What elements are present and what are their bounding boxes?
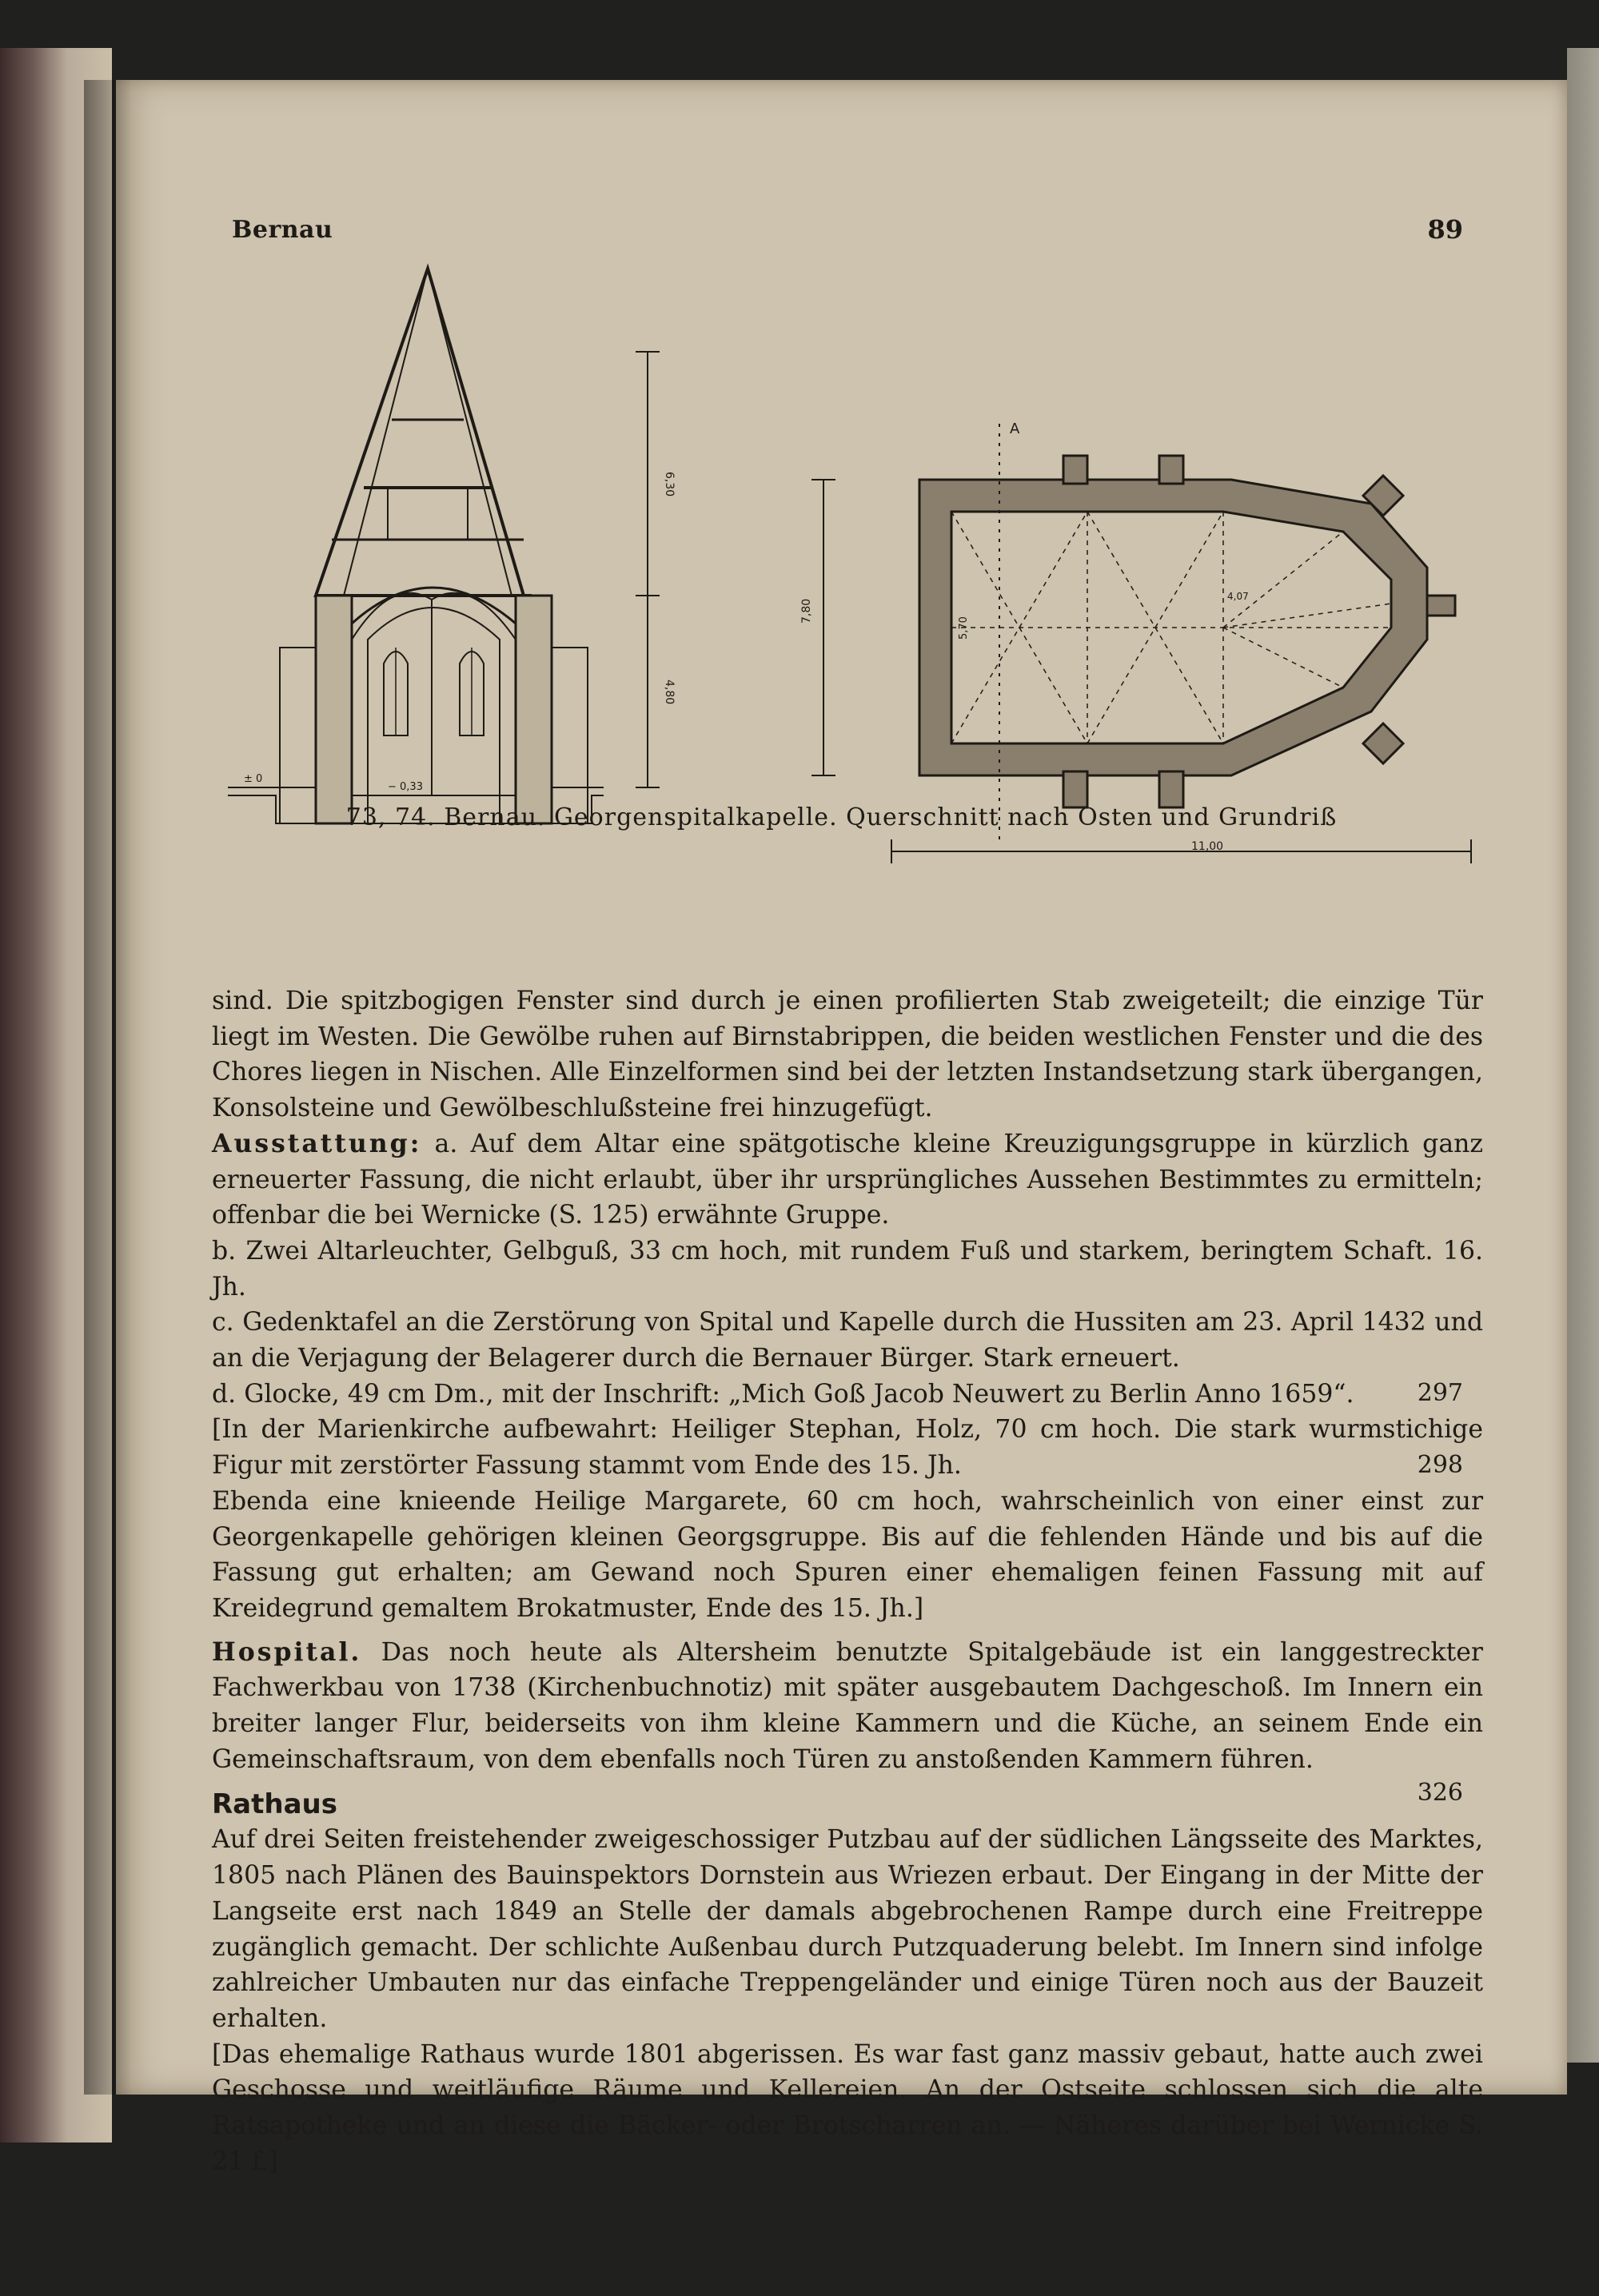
paragraph-windows: sind. Die spitzbogigen Fenster sind durch je einen profilierten Stab zweigeteilt; die einzige Tür liegt im Westen. Die Gewölbe ruhen auf Birnstabrippen, die beiden westlichen Fenster und die des Chores liegen in Nischen. Alle Einzelformen sind bei der letzten Instandsetzung stark übergangen, Konsolsteine und Gewölbeschlußsteine frei hinzugefügt. [212, 987, 1483, 1123]
figure-caption: 73, 74. Bernau. Georgenspitalkapelle. Querschnitt nach Osten und Grundriß [345, 803, 1338, 831]
lead-hospital: Hospital. [212, 1636, 362, 1667]
diag-label: 4,07 [1227, 591, 1249, 602]
paragraph-hospital [212, 1635, 1483, 1778]
paragraph-rathaus: Auf drei Seiten freistehender zweigeschossiger Putzbau auf der südlichen Längsseite des Marktes, 1805 nach Plänen des Bauinspektors Dornstein aus Wriezen erbaut. Der Eingang in der Mitte der Langseite erst nach 1849 an Stelle der damals abgebrochenen Rampe durch eine Freitreppe zugänglich gemacht. Der schlichte Außenbau durch Putzquaderung belebt. Im Innern sind infolge zahlreicher Umbauten nur das einfache Treppengeländer und einige Türen noch aus der Bauzeit erhalten. [212, 1825, 1483, 2033]
paragraph-altarleuchter: b. Zwei Altarleuchter, Gelbguß, 33 cm hoch, mit rundem Fuß und starkem, beringtem Schaft. 16. Jh. [212, 1236, 1483, 1301]
level-left: ± 0 [244, 773, 263, 785]
paragraph-glocke: d. Glocke, 49 cm Dm., mit der Inschrift: „Mich Goß Jacob Neuwert zu Berlin Anno 1659“. [212, 1379, 1354, 1409]
inner-dim: 5,70 [958, 616, 970, 640]
text-hospital: Das noch heute als Altersheim benutzte Spitalgebäude ist ein langgestreckter Fachwerkbau von 1738 (Kirchenbuchnotiz) mit später ausgebautem Dachgeschoß. Im Innern ein breiter langer Flur, beiderseits von ihm kleine Kammern und die Küche, an seinem Ende ein Gemeinschaftsraum, von dem ebenfalls noch Türen zu anstoßenden Kammern führen. [212, 1637, 1483, 1774]
paragraph-ausstattung [212, 1126, 1483, 1234]
paragraph-gedenktafel: c. Gedenktafel an die Zerstörung von Spital und Kapelle durch die Hussiten am 23. April 1432 und an die Verjagung der Belagerer durch die Bernauer Bürger. Stark erneuert. [212, 1308, 1483, 1373]
text-ausstattung: a. Auf dem Altar eine spätgotische kleine Kreuzigungsgruppe in kürzlich ganz erneuerter Fassung, die nicht erlaubt, über ihr ursprüngliches Aussehen Bestimmtes zu ermitteln; offenbar die bei Wernicke (S. 125) erwähnte Gruppe. [212, 1129, 1483, 1230]
dim-width: 7,80 [800, 598, 813, 624]
margin-ref-298: 298 [1417, 1451, 1463, 1479]
level-floor: − 0,33 [388, 781, 423, 793]
dim-height-top: 6,30 [663, 472, 676, 497]
dim-height-bottom: 4,80 [663, 680, 676, 705]
book-page [116, 80, 1567, 2176]
dim-length: 11,00 [1191, 840, 1224, 853]
book-cover-right [1567, 48, 1599, 2063]
axis-letter: A [1010, 421, 1020, 437]
architectural-drawings [228, 264, 1539, 887]
gutter-shadow [84, 80, 132, 2095]
margin-ref-297: 297 [1417, 1379, 1463, 1407]
margin-ref-326: 326 [1417, 1779, 1463, 1807]
running-head: Bernau [232, 216, 333, 244]
cross-section-drawing [228, 269, 660, 823]
section-heading-rathaus: Rathaus [212, 1788, 337, 1821]
figure-section-and-plan [228, 264, 1539, 887]
body-text [212, 983, 1483, 2180]
floor-plan-drawing [919, 456, 1455, 807]
paragraph-stephan: [In der Marienkirche aufbewahrt: Heiliger Stephan, Holz, 70 cm hoch. Die stark wurmstichige Figur mit zerstörter Fassung stammt vom Ende des 15. Jh. [212, 1415, 1483, 1481]
paragraph-margarete: Ebenda eine knieende Heilige Margarete, 60 cm hoch, wahrscheinlich von einer einst zur Georgenkapelle gehörigen kleinen Georgsgruppe. Bis auf die fehlenden Hände und bis auf die Fassung gut erhalten; am Gewand noch Spuren einer ehemaligen feinen Fassung mit auf Kreidegrund gemaltem Brokatmuster, Ende des 15. Jh.] [212, 1486, 1483, 1623]
lead-ausstattung: Ausstattung: [212, 1128, 422, 1158]
page-number: 89 [1427, 214, 1463, 245]
paragraph-old-rathaus: [Das ehemalige Rathaus wurde 1801 abgerissen. Es war fast ganz massiv gebaut, hatte auch zwei Geschosse und weitläufige Räume und Kellereien. An der Ostseite schlossen sich die alte Ratsapotheke und an diese die Bäcker- oder Brotscharren an. — Näheres darüber bei Wernicke S. 21 f.] [212, 2039, 1483, 2176]
